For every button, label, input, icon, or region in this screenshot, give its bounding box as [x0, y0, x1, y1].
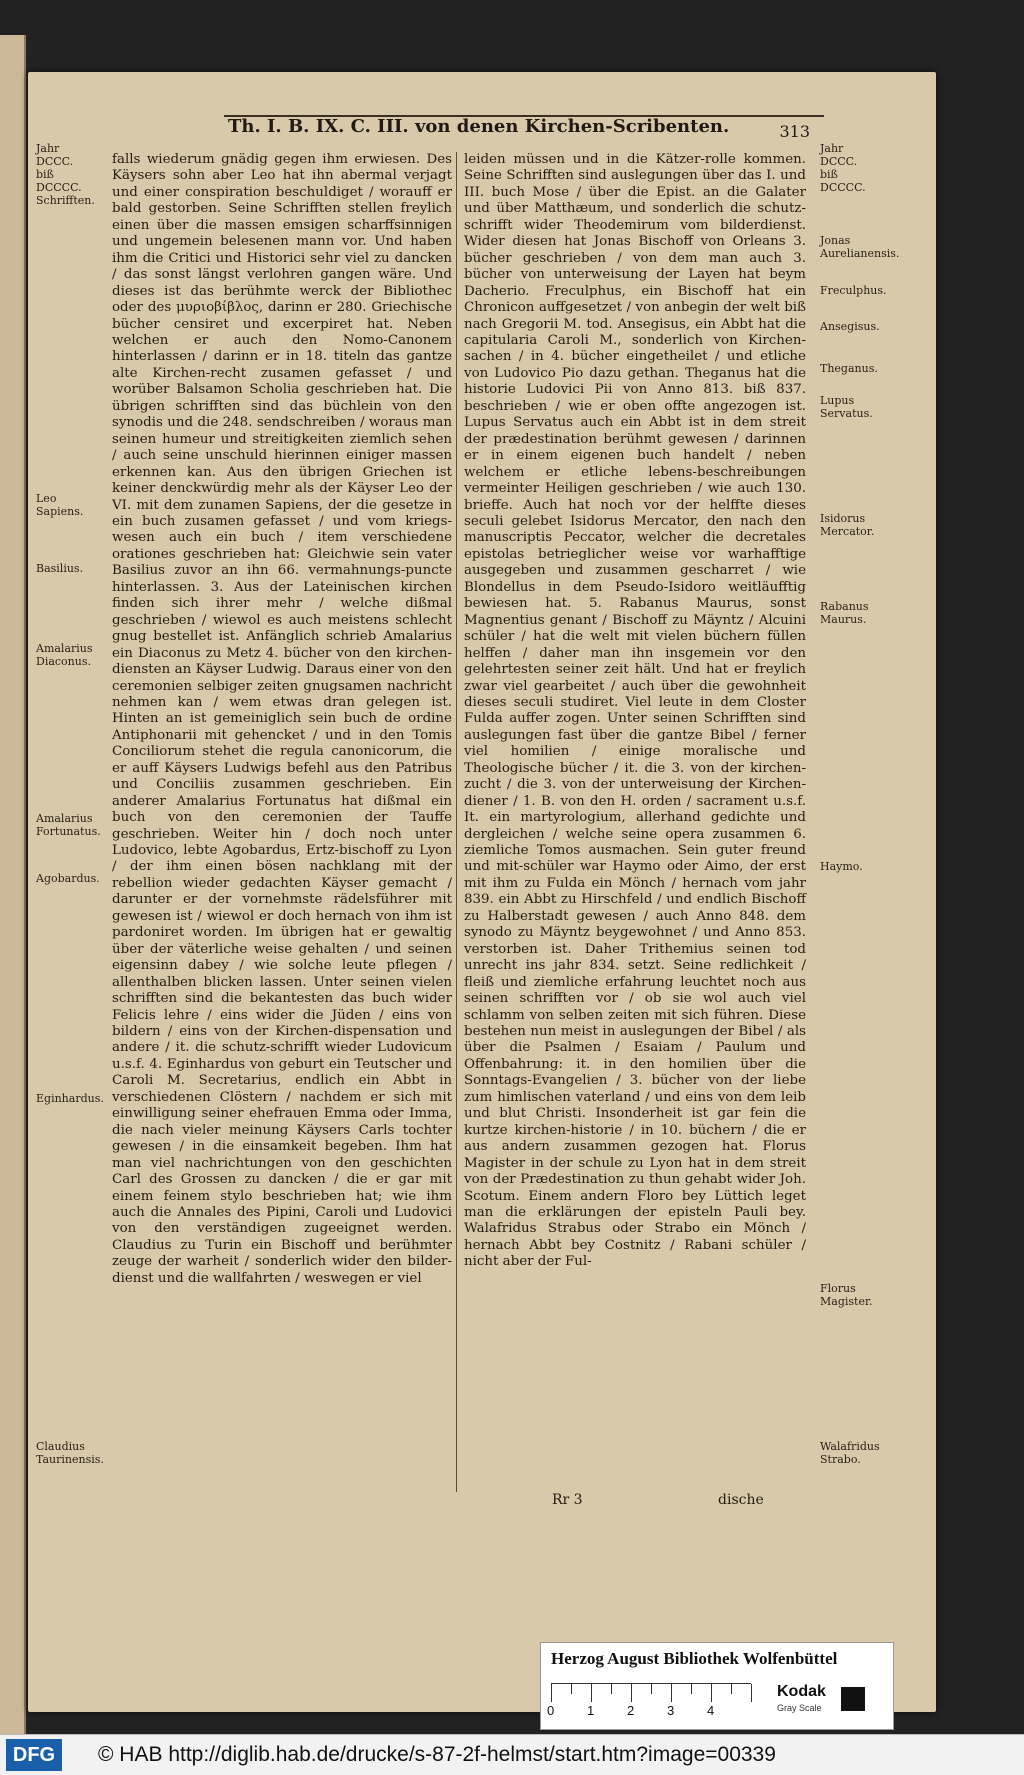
- right-column-text: leiden müssen und in die Kätzer-rolle kommen. Seine Schrifften sind auslegungen über das I. und III. buch Mose / über die Epist. an die Galater und über Matthæum, und sonderlich die schutz-schrifft wider Theodemirum vom bilderdienst. Wider diesen hat Jonas Bischoff von Orleans 3. bücher geschrieben / von dem man auch 3. bücher von unterweisung der Layen hat beym Dacherio. Freculphus, ein Bischoff hat ein Chronicon auffgesetzet / von anbegin der welt biß nach Gregorii M. tod. Ansegisus, ein Abbt hat die capitularia Caroli M., sonderlich von Kirchen-sachen / in 4. bücher eingetheilet / und etliche von Ludovico Pio dazu gethan. Theganus hat die historie Ludovici Pii von Anno 813. biß 837. beschrieben / wie er oben offte angezogen ist. Lupus Servatus auch ein Abbt ist in dem streit der prædestination berühmt gewesen / darinnen er in einem eigenen buch handelt / neben welchem er etliche lebens-beschreibungen vermeinter Heiligen geschrieben / wie auch 130. brieffe. Auch hat noch vor der helffte dieses seculi gelebet Isidorus Mercator, den nach den manuscriptis Peccator, welcher die decretales epistolas betrieglicher weise vor warhafftige ausgegeben und zusammen gescharret / wie Blondellus in dem Pseudo-Isidoro weitläufftig bewiesen hat. 5. Rabanus Maurus, sonst Magnentius genant / Bischoff zu Mäyntz / Alcuini schüler / hat die welt mit vielen büchern füllen helffen / daher man ihn insgemein vor den gelehrtesten seiner zeit hält. Und hat er freylich zwar viel gearbeitet / auch über die gewohnheit dieses seculi studiret. Viel leute in dem Closter Fulda auffer zogen. Unter seinen Schrifften sind auslegungen fast über die gantze Bibel / ferner viel homilien / einige moralische und Theologische bücher / it. die 3. von der kirchen-zucht / die 3. von der unterweisung der Kirchen-diener / 1. B. von den H. orden / sacrament u.s.f. It. ein martyrologium, allerhand gedichte und dergleichen / welche seine opera zusammen 6. ziemliche Tomos ausmachen. Sein guter freund und mit-schüler war Haymo oder Aimo, der erst mit ihm zu Fulda ein Mönch / hernach vom jahr 839. ein Abbt zu Hirschfeld / und endlich Bischoff zu Halberstadt gewesen / auch Anno 848. dem synodo zu Mäyntz beygewohnet / und Anno 853. verstorben ist. Daher Trithemius seinen tod unrecht ins jahr 834. setzt. Seine redlichkeit / fleiß und ziemliche erfahrung leuchtet noch aus seinen schrifften vor / ob sie wol auch viel schlamm von selben zeiten mit sich führen. Diese bestehen nun meist in auslegungen der Bibel / als über die Psalmen / Esaiam / Paulum und Offenbahrung: it. in den homilien über die Sonntags-Evangelien / 3. bücher von der liebe zum himlischen vaterland / und eins von dem leib und blut Christi. Insonderheit ist gar fein die kurtze kirchen-historie / in 10. büchern / die er aus andern zusammen gezogen hat. Florus Magister in der schule zu Lyon hat in dem streit von der Prædestination zu thun gehabt wider Joh. Scotum. Einem andern Floro bey Lüttich leget man die erklärungen der episteln Pauli bey. Walafridus Strabus oder Strabo ein Mönch / hernach Abbt bey Costnitz / Rabani schüler / nicht aber der Ful-: [464, 152, 806, 1270]
- margin-note-amalarius-fortunatus: Amalarius Fortunatus.: [36, 812, 101, 838]
- catchword: dische: [718, 1492, 764, 1508]
- margin-note-haymo: Haymo.: [820, 860, 863, 873]
- previous-page-edge: [0, 35, 26, 1735]
- header-rule: [224, 115, 824, 117]
- book-page: [28, 72, 936, 1712]
- margin-note-amalarius: Amalarius Diaconus.: [36, 642, 93, 668]
- margin-note-isidorus: Isidorus Mercator.: [820, 512, 875, 538]
- running-head: Th. I. B. IX. C. III. von denen Kirchen-Scribenten.: [228, 116, 730, 137]
- scale-bar: [551, 1683, 751, 1702]
- left-text-column: [112, 152, 452, 1287]
- margin-note-walafridus: Walafridus Strabo.: [820, 1440, 880, 1466]
- scale-number: 3: [667, 1703, 675, 1718]
- copyright-url[interactable]: © HAB http://diglib.hab.de/drucke/s-87-2f-helmst/start.htm?image=00339: [98, 1743, 776, 1766]
- scale-number: 4: [707, 1703, 715, 1718]
- scale-numbers: [547, 1703, 767, 1718]
- signature-mark: Rr 3: [552, 1492, 583, 1508]
- margin-note-date-right: Jahr DCCC. biß DCCCC.: [820, 142, 866, 194]
- margin-note-leo: Leo Sapiens.: [36, 492, 84, 518]
- margin-note-lupus: Lupus Servatus.: [820, 394, 873, 420]
- margin-note-date-left: Jahr DCCC. biß DCCCC. Schrifften.: [36, 142, 95, 207]
- margin-note-theganus: Theganus.: [820, 362, 878, 375]
- gray-scale-label: Gray Scale: [777, 1703, 822, 1713]
- margin-note-freculphus: Freculphus.: [820, 284, 887, 297]
- left-column-text: falls wiederum gnädig gegen ihm erwiesen. Des Käysers sohn aber Leo hat ihn abermal verjagt und einer conspiration beschuldiget / worauff er bald gestorben. Seine Schrifften stellen freylich einen über die massen emsigen scharffsinnigen und ungemein belesenen mann vor. Und haben ihm die Critici und Historici sehr viel zu dancken / das sonst längst verlohren gangen wäre. Und dieses ist das berühmte werck der Bibliothec oder des μυριοβίβλος, darinn er 280. Griechische bücher censiret und excerpiret hat. Neben welchen er auch den Nomo-Canonem hinterlassen / darinn er in 18. titeln das gantze alte Kirchen-recht zusamen gefasset / und worüber Balsamon Scholia geschrieben hat. Die übrigen schrifften sind das büchlein von den synodis und die 248. sendschreiben / woraus man seinen humeur und streitigkeiten ziemlich sehen / auch seine unschuld hierinnen einiger massen erkennen kan. Aus den übrigen Griechen ist keiner denckwürdig mehr als der Käyser Leo der VI. mit dem zunamen Sapiens, der die gesetze in ein buch zusamen gefasset / und vom kriegs-wesen auch ein buch / item verschiedene orationes geschrieben hat: Gleichwie sein vater Basilius zuvor an ihn 66. vermahnungs-puncte hinterlassen. 3. Aus der Lateinischen kirchen finden sich ihrer mehr / welche dißmal geschrieben / wiewol es auch meistens schlecht gnug bestellet ist. Anfänglich schrieb Amalarius ein Diaconus zu Metz 4. bücher von den kirchen-diensten an Käyser Ludwig. Daraus einer von den ceremonien selbiger zeiten gnugsamen nachricht nehmen kan / wem etwas dran gelegen ist. Hinten an ist gemeiniglich sein buch de ordine Antiphonarii mit gehencket / und in den Tomis Conciliorum stehet die regula canonicorum, die er auff Käysers Ludwigs befehl aus den Patribus und Conciliis zusammen geschrieben. Ein anderer Amalarius Fortunatus hat dißmal ein buch von den ceremonien der Tauffe geschrieben. Weiter hin / doch noch unter Ludovico, lebte Agobardus, Ertz-bischoff zu Lyon / der ihm einen bösen nachklang mit der rebellion wieder gedachten Käyser gemacht / darunter er der vornehmste rädelsführer mit gewesen ist / wiewol er doch hernach von ihm ist pardoniret worden. Im übrigen hat er gewaltig über der väterliche weise gehalten / und seinen eigensinn dabey / wie solche leute pflegen / allenthalben blicken lassen. Unter seinen vielen schrifften sind die bekantesten das buch wider Felicis lehre / eins wider die Jüden / eins von bildern / eins von der Kirchen-dispensation und andere / it. die schutz-schrifft wieder Ludovicum u.s.f. 4. Eginhardus von geburt ein Teutscher und Caroli M. Secretarius, endlich ein Abbt in verschiedenen Clöstern / nachdem er sich mit einwilligung seiner ehefrauen Emma oder Imma, die nach vieler meinung Käysers Carls tochter gewesen / in die einsamkeit begeben. Ihm hat man viel nachrichtungen von den geschichten Carl des Grossen zu dancken / die er gar mit einem feinem stylo beschrieben hat; wie ihm auch die Annales des Pipini, Caroli und Ludovici von den verständigen zugeeignet werden. Claudius zu Turin ein Bischoff und berühmter zeuge der warheit / sonderlich wider den bilder-dienst und die wallfahrten / weswegen er viel: [112, 152, 452, 1286]
- footer-bar: [0, 1734, 1024, 1775]
- kodak-logo: Kodak: [777, 1683, 826, 1700]
- margin-note-jonas: Jonas Aurelianensis.: [820, 234, 900, 260]
- gray-patch: [841, 1687, 865, 1711]
- scale-number: 1: [587, 1703, 595, 1718]
- margin-note-claudius: Claudius Taurinensis.: [36, 1440, 104, 1466]
- scale-number: 0: [547, 1703, 555, 1718]
- column-divider: [456, 152, 457, 1492]
- margin-note-rabanus: Rabanus Maurus.: [820, 600, 869, 626]
- margin-note-florus: Florus Magister.: [820, 1282, 873, 1308]
- library-name: Herzog August Bibliothek Wolfenbüttel: [551, 1649, 838, 1668]
- dfg-logo: DFG: [6, 1739, 62, 1771]
- library-label: [540, 1642, 894, 1730]
- page-number: 313: [779, 122, 810, 141]
- scale-number: 2: [627, 1703, 635, 1718]
- margin-note-basilius: Basilius.: [36, 562, 84, 575]
- margin-note-eginhardus: Eginhardus.: [36, 1092, 104, 1105]
- margin-note-ansegisus: Ansegisus.: [820, 320, 880, 333]
- margin-note-agobardus: Agobardus.: [36, 872, 100, 885]
- right-text-column: [464, 152, 806, 1271]
